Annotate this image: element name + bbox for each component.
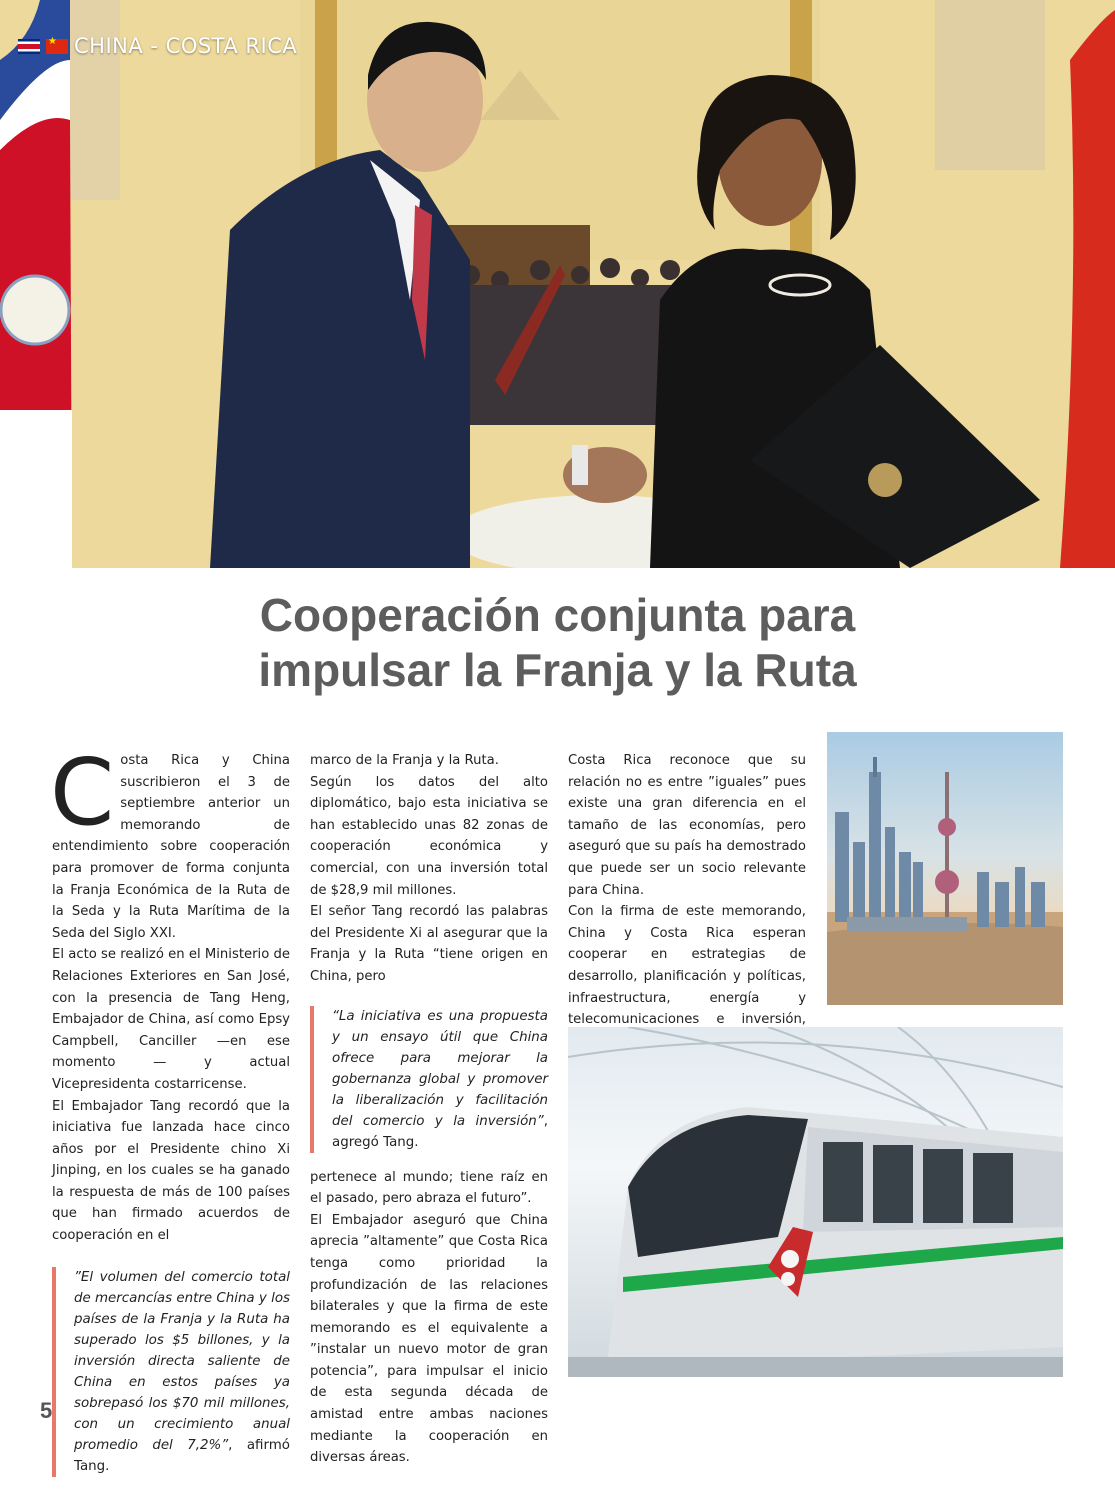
headline-line-1: Cooperación conjunta para	[259, 589, 856, 641]
drop-cap: C	[50, 739, 115, 846]
body-column-2	[310, 750, 548, 1469]
page-number: 5	[40, 1398, 53, 1423]
pull-quote	[310, 1006, 548, 1153]
pull-quote-attribution: , agregó Tang.	[332, 1113, 548, 1150]
hero-photo-illustration	[0, 0, 1115, 568]
body-column-3	[568, 750, 806, 1052]
train-illustration	[568, 1027, 1063, 1377]
pull-quote-text: “La iniciativa es una propuesta y un ensayo útil que China ofrece para mejorar la gobernanza global y promover la liberalización y facilitación del comercio y la inversión”	[332, 1008, 548, 1129]
shanghai-skyline-photo	[827, 732, 1063, 1005]
hero-photo	[0, 0, 1115, 568]
body-paragraph: Costa Rica reconoce que su relación no es entre ”iguales” pues existe una gran diferencia en el tamaño de las economías, pero aseguró que su país ha demostrado que puede ser un socio relevante para China.	[568, 753, 806, 898]
pull-quote	[52, 1267, 290, 1477]
body-paragraph: Con la firma de este memorando, China y Costa Rica esperan cooperar en estrategias de desarrollo, planificación y políticas, infraestructura, energía y telecomunicaciones e inversión,	[568, 904, 806, 1028]
intro-text: osta Rica y China suscribieron el 3 de septiembre anterior un memorando de entendimiento sobre cooperación para promover de forma conjunta la Franja Económica de la Ruta de la Seda y la Ruta Marítima de la Seda del Siglo XXI.	[52, 753, 290, 941]
body-paragraph: El Embajador aseguró que China aprecia ”altamente” que Costa Rica tenga como prioridad la profundización de las relaciones bilaterales y que la firma de este memorando es el equivalente a ”instalar un nuevo motor de gran potencia”, para impulsar el inicio de esta segunda década de amistad entre ambas naciones mediante la cooperación en diversas áreas.	[310, 1212, 548, 1466]
costa-rica-flag-icon	[18, 39, 40, 54]
headline-line-2: impulsar la Franja y la Ruta	[258, 644, 857, 696]
article-headline	[0, 588, 1115, 698]
intro-paragraph	[50, 739, 290, 944]
skyline-illustration	[827, 732, 1063, 1005]
china-flag-icon	[46, 39, 68, 54]
section-label: CHINA - COSTA RICA	[74, 34, 298, 58]
train-photo	[568, 1027, 1063, 1377]
section-tag	[18, 32, 297, 60]
pull-quote-text: ”El volumen del comercio total de mercancías entre China y los países de la Franja y la Ruta ha superado los $5 billones, y la inversión directa saliente de China en estos países ya sobrepasó los $70 mil millones, con un crecimiento anual promedio del 7,2%”	[74, 1269, 290, 1453]
body-paragraph: El acto se realizó en el Ministerio de Relaciones Exteriores en San José, con la presencia de Tang Heng, Embajador de China, así como Epsy Campbell, Canciller —en ese momento — y actual Vicepresidenta costarricense.	[52, 947, 290, 1092]
body-paragraph: El señor Tang recordó las palabras del Presidente Xi al asegurar que la Franja y la Ruta “tiene origen en China, pero	[310, 904, 548, 984]
body-paragraph: Según los datos del alto diplomático, bajo esta iniciativa se han establecido unas 82 zonas de cooperación económica y comercial, con una inversión total de $28,9 mil millones.	[310, 774, 548, 898]
body-paragraph: El Embajador Tang recordó que la iniciativa fue lanzada hace cinco años por el Presidente chino Xi Jinping, en los cuales se ha ganado la respuesta de más de 100 países que han firmado acuerdos de cooperación en el	[52, 1098, 290, 1244]
body-column-1	[50, 739, 290, 1491]
body-paragraph: marco de la Franja y la Ruta.	[310, 753, 499, 768]
pull-quote-attribution: , afirmó Tang.	[74, 1437, 290, 1474]
body-paragraph: pertenece al mundo; tiene raíz en el pasado, pero abraza el futuro”.	[310, 1169, 548, 1207]
